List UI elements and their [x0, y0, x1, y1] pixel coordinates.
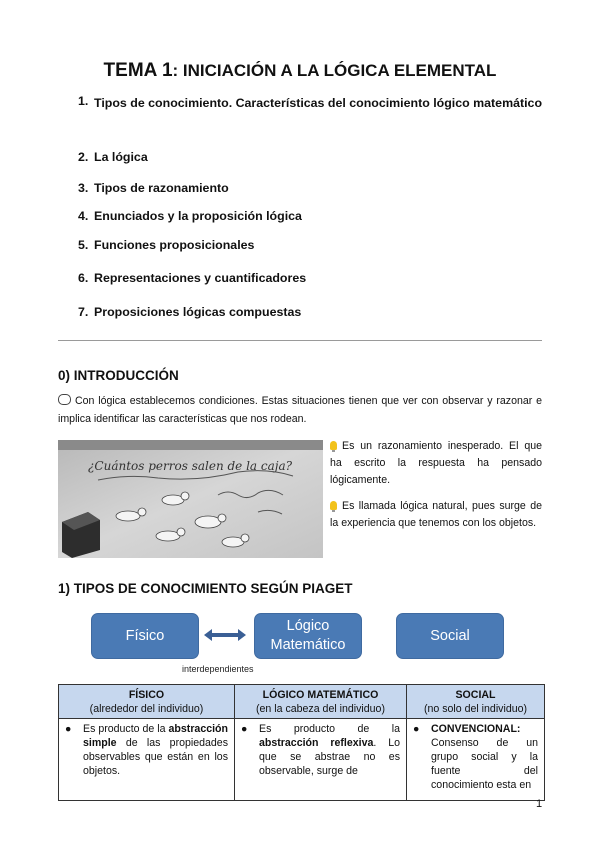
section-heading-intro: 0) INTRODUCCIÓN — [58, 368, 179, 383]
table-header-row — [59, 685, 545, 719]
header-fisico: FÍSICO (alrededor del individuo) — [59, 685, 235, 719]
image-caption: ¿Cuántos perros salen de la caja? — [88, 459, 293, 473]
page-number: 1 — [536, 798, 543, 810]
thought-bubble-icon — [58, 394, 71, 405]
box-social: Social — [396, 613, 504, 659]
intro-paragraph: Con lógica establecemos condiciones. Estas situaciones tienen que ver con observar y razonar e implica identificar las características que nos rodean. — [58, 395, 542, 425]
divider — [58, 340, 542, 341]
cell-fisico: ● Es producto de la abstracción simple de las propiedades observables que están en los objetos. — [59, 719, 235, 801]
lightbulb-icon — [330, 501, 337, 510]
connector-label: interdependientes — [182, 664, 254, 674]
page-title: TEMA 1: INICIACIÓN A LA LÓGICA ELEMENTAL — [103, 60, 497, 81]
box-logico-matematico: Lógico Matemático — [254, 613, 362, 659]
section-heading-piaget: 1) TIPOS DE CONOCIMIENTO SEGÚN PIAGET — [58, 581, 353, 596]
cell-logico: ● Es producto de la abstracción reflexiva. Lo que se abstrae no es observable, surge de — [235, 719, 407, 801]
bullet-icon: ● — [413, 723, 420, 735]
cell-social: ● CONVENCIONAL: Consenso de un grupo social y la fuente del conocimiento esta en — [407, 719, 545, 801]
piaget-table — [58, 684, 545, 801]
note-2: Es llamada lógica natural, pues surge de la experiencia que tenemos con los objetos. — [330, 500, 542, 529]
box-fisico: Físico — [91, 613, 199, 659]
note-1: Es un razonamiento inesperado. El que ha escrito la respuesta ha pensado lógicamente. — [330, 440, 542, 486]
header-social: SOCIAL (no solo del individuo) — [407, 685, 545, 719]
header-logico: LÓGICO MATEMÁTICO (en la cabeza del individuo) — [235, 685, 407, 719]
classroom-photo — [58, 440, 323, 558]
double-arrow-icon — [204, 628, 246, 642]
table-row — [59, 719, 545, 801]
lightbulb-icon — [330, 441, 337, 450]
bullet-icon: ● — [65, 723, 72, 735]
bullet-icon: ● — [241, 723, 248, 735]
